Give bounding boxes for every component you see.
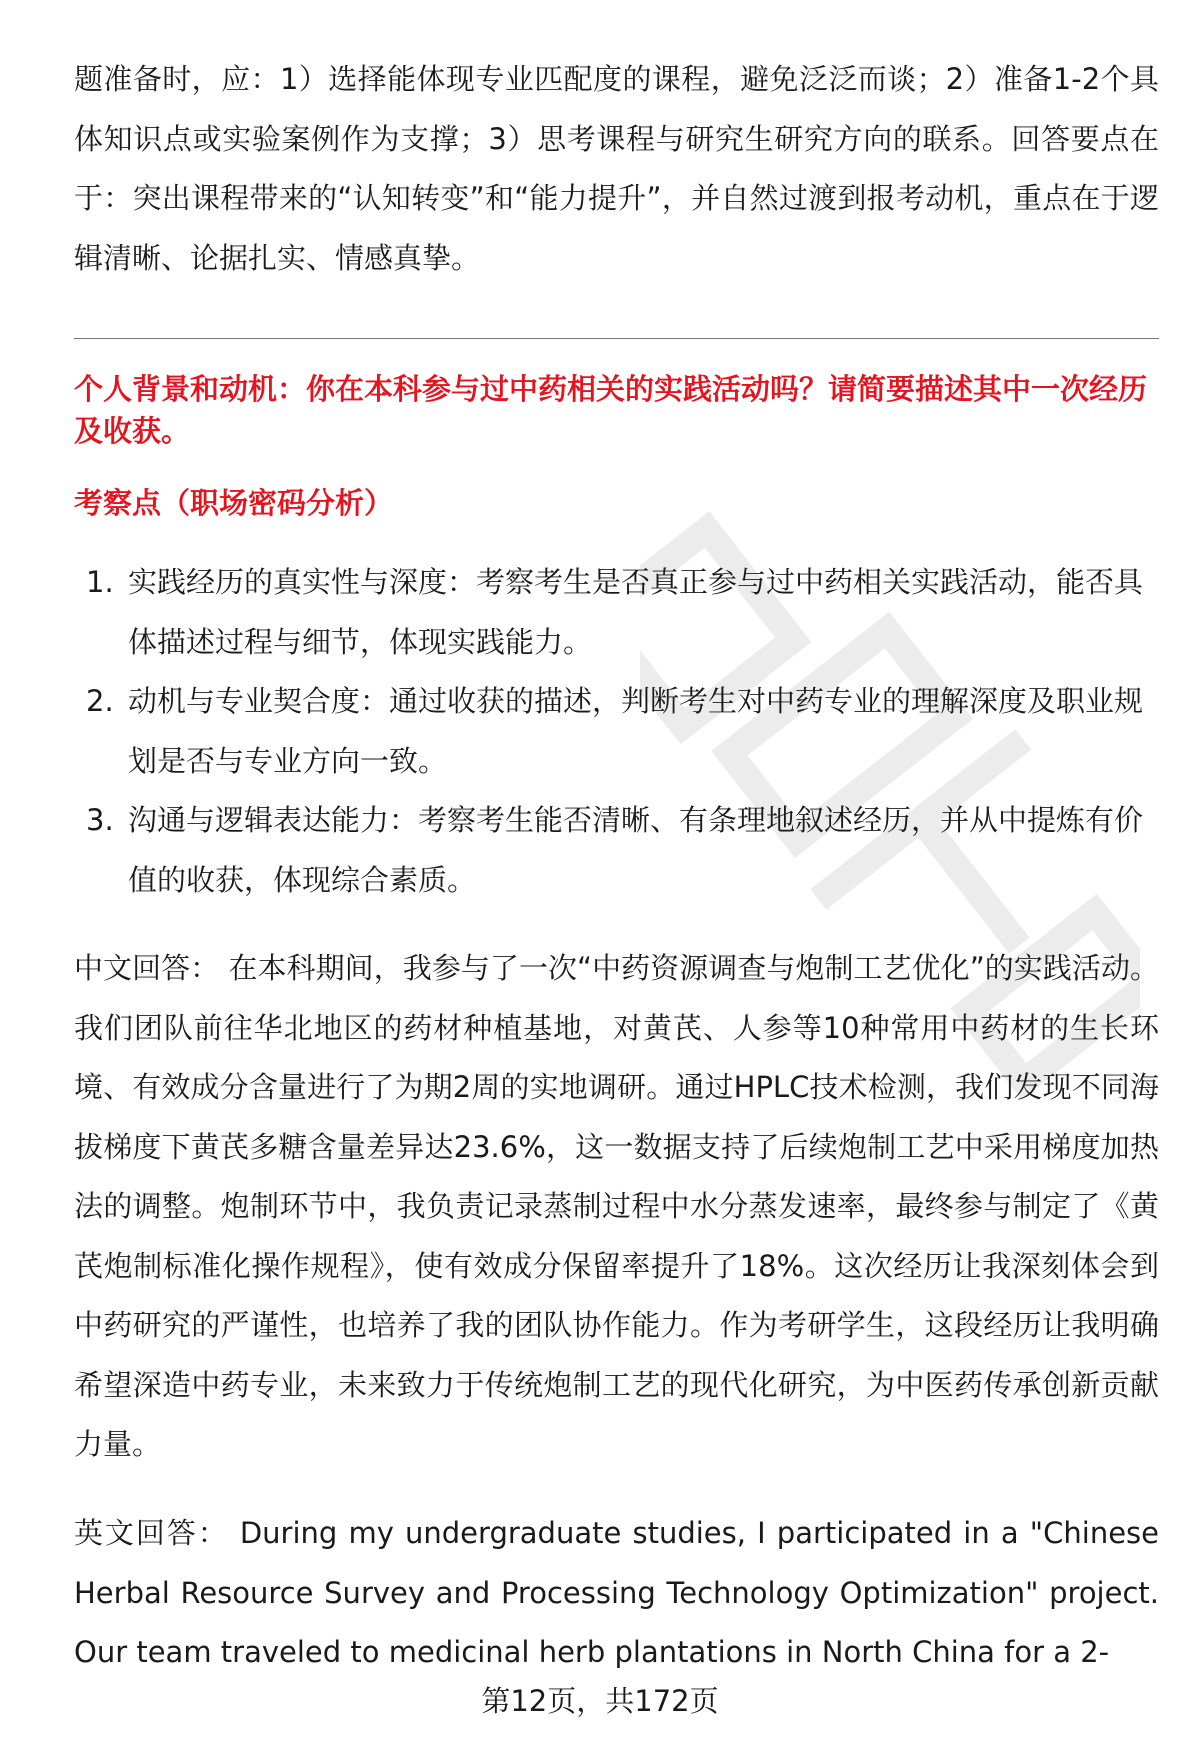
point-number: 1.: [86, 565, 114, 599]
english-answer-text: During my undergraduate studies, I participated in a "Chinese Herbal Resource Survey and Processing Technology Optimization" project. Our team traveled to medicinal herb plantations in North China for a 2-: [74, 1516, 1159, 1669]
english-answer-label: 英文回答：: [74, 1516, 229, 1550]
assessment-point: [74, 791, 1159, 910]
assessment-points-list: [74, 553, 1159, 910]
chinese-answer-text: 在本科期间，我参与了一次“中药资源调查与炮制工艺优化”的实践活动。我们团队前往华北地区的药材种植基地，对黄芪、人参等10种常用中药材的生长环境、有效成分含量进行了为期2周的实地调研。通过HPLC技术检测，我们发现不同海拔梯度下黄芪多糖含量差异达23.6%，这一数据支持了后续炮制工艺中采用梯度加热法的调整。炮制环节中，我负责记录蒸制过程中水分蒸发速率，最终参与制定了《黄芪炮制标准化操作规程》，使有效成分保留率提升了18%。这次经历让我深刻体会到中药研究的严谨性，也培养了我的团队协作能力。作为考研学生，这段经历让我明确希望深造中药专业，未来致力于传统炮制工艺的现代化研究，为中医药传承创新贡献力量。: [74, 951, 1159, 1461]
question-heading: 个人背景和动机：你在本科参与过中药相关的实践活动吗？请简要描述其中一次经历及收获。: [74, 372, 1148, 448]
point-number: 3.: [86, 803, 114, 837]
assessment-point: [74, 553, 1159, 672]
point-number: 2.: [86, 684, 114, 718]
assessment-heading: 考察点（职场密码分析）: [74, 486, 394, 520]
point-text: 沟通与逻辑表达能力：考察考生能否清晰、有条理地叙述经历，并从中提炼有价值的收获，体现综合素质。: [128, 803, 1144, 897]
english-answer-paragraph: [74, 1504, 1159, 1683]
section-divider: [74, 338, 1159, 339]
point-text: 动机与专业契合度：通过收获的描述，判断考生对中药专业的理解深度及职业规划是否与专业方向一致。: [128, 684, 1144, 778]
chinese-answer-label: 中文回答：: [74, 951, 220, 985]
point-text: 实践经历的真实性与深度：考察考生是否真正参与过中药相关实践活动，能否具体描述过程与细节，体现实践能力。: [128, 565, 1144, 659]
page-footer: 第12页，共172页: [481, 1684, 719, 1718]
assessment-point: [74, 672, 1159, 791]
chinese-answer-paragraph: [74, 939, 1159, 1475]
intro-paragraph: 题准备时，应：1）选择能体现专业匹配度的课程，避免泛泛而谈；2）准备1-2个具体知识点或实验案例作为支撑；3）思考课程与研究生研究方向的联系。回答要点在于：突出课程带来的“认知转变”和“能力提升”，并自然过渡到报考动机，重点在于逻辑清晰、论据扎实、情感真挚。: [74, 62, 1159, 275]
